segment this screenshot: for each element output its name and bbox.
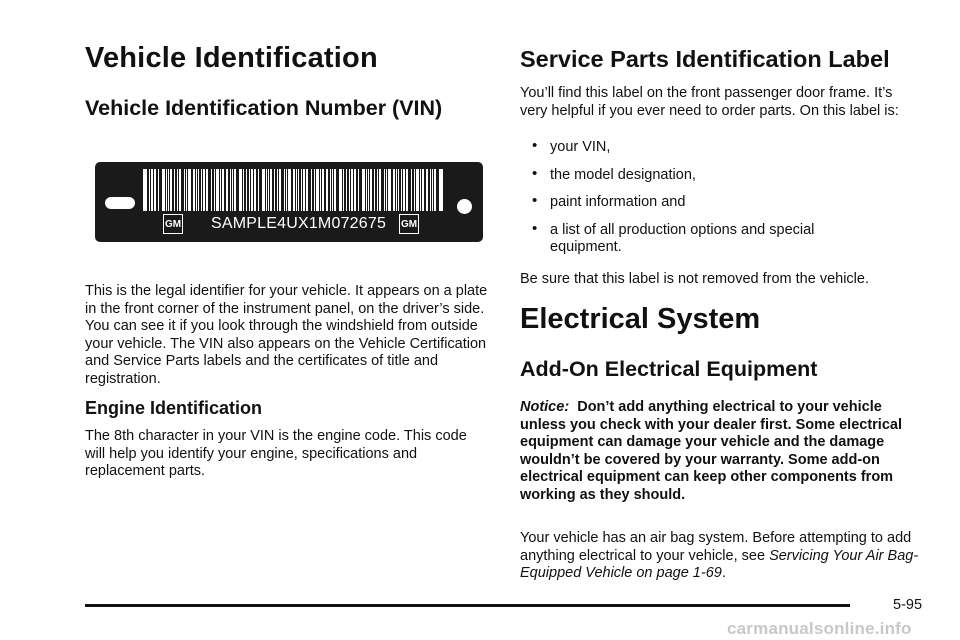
service-parts-heading: Service Parts Identification Label xyxy=(520,46,890,72)
addon-electrical-heading: Add-On Electrical Equipment xyxy=(520,357,818,381)
list-item: • your VIN, xyxy=(532,137,611,155)
service-parts-list xyxy=(520,139,930,257)
vin-paragraph: This is the legal identifier for your vehicle. It appears on a plate in the front corner of the instrument panel, on the driver’s side. You can see it if you look through the windshield from outside your vehicle. The VIN also appears on the Vehicle Certification and Service Parts labels and the certificates of title and registration. xyxy=(85,283,488,387)
vin-heading: Vehicle Identification Number (VIN) xyxy=(85,96,443,120)
engine-paragraph: The 8th character in your VIN is the engine code. This code will help you identify your engine, specifications and replacement parts. xyxy=(85,428,467,479)
vin-number: SAMPLE4UX1M072675 xyxy=(211,215,387,232)
vin-plate-illustration xyxy=(95,162,483,242)
plate-rivet-hole xyxy=(457,199,472,214)
bullet-icon: • xyxy=(532,192,538,209)
notice-paragraph xyxy=(520,399,930,504)
electrical-system-title: Electrical System xyxy=(520,303,761,335)
airbag-page-reference: Servicing Your Air Bag-Equipped Vehicle on page 1-69 xyxy=(520,547,919,581)
gm-logo-icon: GM xyxy=(399,214,419,234)
plate-slot xyxy=(105,197,135,209)
service-parts-paragraph: You’ll find this label on the front passenger door frame. It’s very helpful if you ever need to order parts. On this label is: xyxy=(520,85,899,119)
page-title: Vehicle Identification xyxy=(85,42,378,74)
bullet-icon: • xyxy=(532,137,538,154)
list-item: • paint information and xyxy=(532,192,686,210)
airbag-paragraph: Your vehicle has an air bag system. Before attempting to add anything electrical to your vehicle, see Servicing Your Air Bag-Equipped Vehicle on page 1-69. xyxy=(520,530,919,581)
list-item: • a list of all production options and special equipment. xyxy=(532,219,815,255)
notice-text: Don’t add anything electrical to your vehicle unless you check with your dealer first. Some electrical equipment can damage your vehicle and the damage wouldn’t be covered by your warranty. Some add-on electrical equipment can keep other components from working as they should. xyxy=(520,399,902,503)
footer-rule xyxy=(85,604,850,607)
service-parts-closing: Be sure that this label is not removed from the vehicle. xyxy=(520,271,869,287)
list-item: • the model designation, xyxy=(532,164,696,183)
engine-heading: Engine Identification xyxy=(85,398,263,418)
bullet-icon: • xyxy=(532,219,538,237)
gm-logo-icon: GM xyxy=(163,214,183,234)
barcode xyxy=(143,169,443,211)
page-number: 5-95 xyxy=(893,597,923,613)
watermark: carmanualsonline.info xyxy=(727,619,912,638)
bullet-icon: • xyxy=(532,164,538,182)
notice-label: Notice: xyxy=(520,399,570,415)
